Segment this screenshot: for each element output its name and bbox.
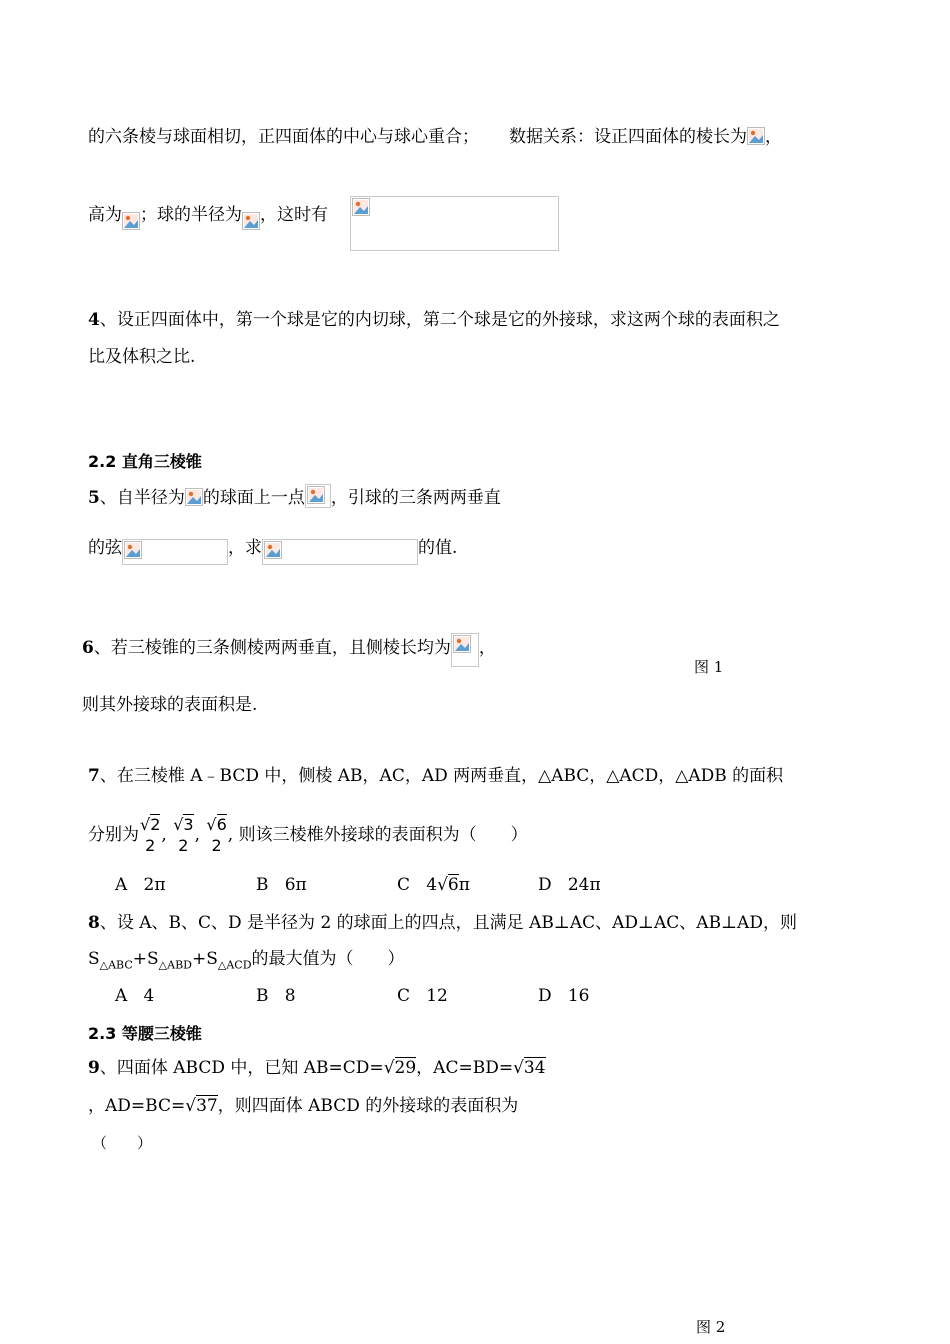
option-a[interactable]: A 2π: [115, 875, 166, 895]
broken-image-icon: [307, 486, 325, 504]
question-9-answer-blank: （ ）: [92, 1134, 153, 1152]
option-b[interactable]: B 6π: [256, 875, 307, 895]
option-b[interactable]: B 8: [256, 986, 296, 1006]
broken-image-icon: [747, 127, 765, 145]
fraction-sqrt3-over-2: √3 2: [173, 815, 194, 855]
broken-image-icon: [264, 541, 282, 559]
figure-1-caption: 图 1: [694, 658, 724, 676]
broken-image-icon: [185, 488, 203, 506]
question-4-line1: 4、设正四面体中，第一个球是它的内切球，第二个球是它的外接球，求这两个球的表面积之: [88, 310, 780, 330]
question-9-line2: ，AD=BC=√37，则四面体 ABCD 的外接球的表面积为: [88, 1096, 519, 1116]
option-d[interactable]: D 16: [538, 986, 590, 1006]
option-c[interactable]: C 4√6π: [397, 875, 470, 895]
broken-image-icon: [352, 198, 370, 216]
option-c[interactable]: C 12: [397, 986, 448, 1006]
question-7-line1: 7、在三棱椎 A﹣BCD 中，侧棱 AB，AC，AD 两两垂直，△ABC，△ACD，△ADB 的面积: [88, 766, 784, 786]
question-8-line2: $S_{\triangle ABC}+S_{\triangle ABD}+S_{\triangle ACD}$的最大值为（ ）: [88, 949, 405, 972]
option-a[interactable]: A 4: [115, 986, 155, 1006]
formula-image-frame: [305, 484, 331, 508]
para-tetra-insphere-line2: 高为 ；球的半径为 ，这时有: [88, 198, 328, 254]
broken-image-icon: [453, 635, 471, 653]
question-8-line1: 8、设 A、B、C、D 是半径为 2 的球面上的四点，且满足 AB⊥AC、AD⊥AC、AB⊥AD，则: [88, 913, 797, 933]
broken-image-icon: [242, 212, 260, 230]
option-d[interactable]: D 24π: [538, 875, 601, 895]
para-tetra-insphere-line1: 的六条棱与球面相切，正四面体的中心与球心重合； 数据关系：设正四面体的棱长为 ，: [88, 127, 782, 147]
fraction-sqrt2-over-2: √2 2: [140, 815, 161, 855]
formula-image-frame: [122, 539, 228, 565]
section-title-right-pyramid: 2.2 直角三棱锥: [88, 452, 202, 471]
question-7-line2: 分别为 √2 2 , √3 2 , √6 2 , 则该三棱椎外接球的表面积为（ ）: [88, 815, 528, 855]
formula-image-frame: [350, 196, 559, 251]
broken-image-icon: [124, 541, 142, 559]
fraction-sqrt6-over-2: √6 2: [206, 815, 227, 855]
formula-image-frame: [451, 633, 479, 667]
question-6-line2: 则其外接球的表面积是.: [82, 695, 258, 715]
question-9-line1: 9、四面体 ABCD 中，已知 AB=CD=√29，AC=BD=√34: [88, 1058, 546, 1078]
question-5-line2: 的弦 ，求 的值.: [88, 537, 457, 565]
broken-image-icon: [122, 212, 140, 230]
figure-2-caption: 图 2: [696, 1318, 726, 1336]
question-4-line2: 比及体积之比.: [88, 347, 196, 367]
question-6-line1: 6、若三棱锥的三条侧棱两两垂直，且侧棱长均为 ，: [82, 633, 496, 667]
section-title-isosceles-pyramid: 2.3 等腰三棱锥: [88, 1024, 202, 1043]
question-5-line1: 5、自半径为 的球面上一点 ，引球的三条两两垂直: [88, 484, 501, 509]
formula-image-frame: [262, 539, 418, 565]
